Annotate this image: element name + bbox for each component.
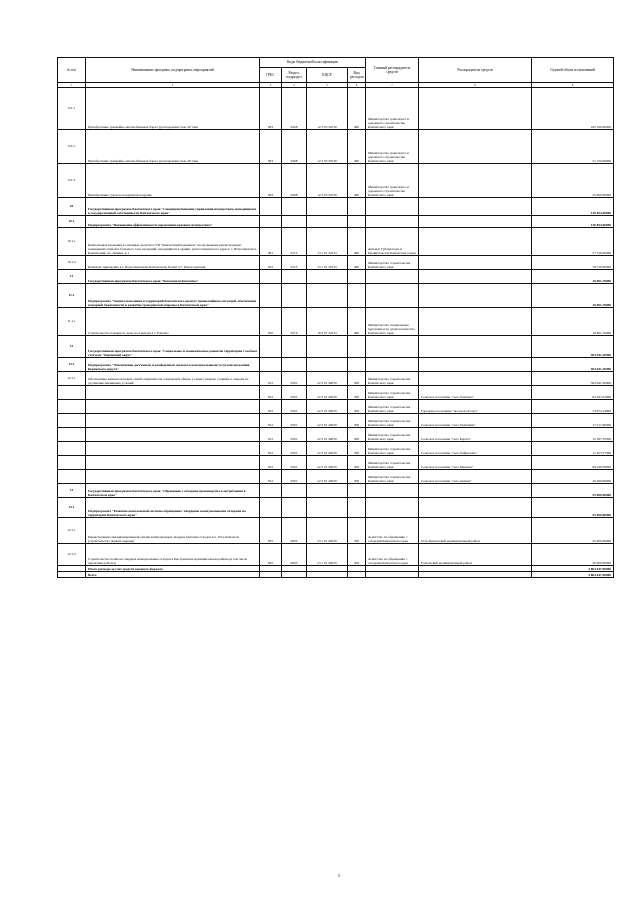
- row-grbs: [260, 484, 282, 498]
- row-main-manager: Министерство транспорта и дорожного строительства Камчатского края: [366, 88, 419, 130]
- row-grbs: 812: [260, 442, 282, 456]
- row-manager: [419, 130, 532, 164]
- row-number: [58, 386, 86, 400]
- row-vr: 500: [348, 442, 366, 456]
- row-razdel: [282, 572, 307, 578]
- row-main-manager: [366, 336, 419, 358]
- row-main-manager: Министерство транспорта и дорожного строительства Камчатского края: [366, 164, 419, 198]
- table-row: [58, 484, 614, 498]
- row-number: 10.1: [58, 216, 86, 228]
- row-name: Приобретение трамвайно-автомобильных барж грузоподъемностью 20 тонн: [86, 130, 260, 164]
- table-row: [58, 400, 614, 414]
- column-number: 2: [86, 83, 260, 88]
- row-name: [86, 400, 260, 414]
- row-name: Обеспечение жильем молодых семей специалистов социальной сферы, а также граждан, стоящих в очереди на улучшение жилищных условий: [86, 372, 260, 386]
- row-main-manager: [366, 216, 419, 228]
- row-amount: 21 150,00000: [532, 130, 614, 164]
- table-row: [58, 498, 614, 518]
- table-row: [58, 336, 614, 358]
- row-main-manager: Министерство строительства Камчатского края: [366, 256, 419, 270]
- table-row: [58, 544, 614, 566]
- row-manager: [419, 358, 532, 372]
- row-razdel: 0501: [282, 456, 307, 470]
- row-amount: 11 453,77300: [532, 442, 614, 456]
- row-manager: [419, 88, 532, 130]
- row-razdel: 0408: [282, 164, 307, 198]
- row-vr: 500: [348, 518, 366, 544]
- row-manager: [419, 164, 532, 198]
- column-number: 8: [419, 83, 532, 88]
- row-ksr: 23 1 01 40070: [307, 544, 348, 566]
- row-name: [86, 428, 260, 442]
- row-manager: Сельское поселение "село Тиличики": [419, 414, 532, 428]
- row-ksr: 22 3 01 40070: [307, 470, 348, 484]
- row-vr: 500: [348, 470, 366, 484]
- row-number: 13: [58, 484, 86, 498]
- row-main-manager: Министерство строительства Камчатского края: [366, 442, 419, 456]
- row-manager: [419, 228, 532, 256]
- row-name: Подпрограмма "Обеспечение доступным и комфортным жильем и коммунальными услугами населения Корякского округа": [86, 358, 260, 372]
- row-main-manager: Министерство строительства Камчатского края: [366, 414, 419, 428]
- row-manager: Сельское поселение "село Карага": [419, 428, 532, 442]
- row-ksr: 22 3 01 40070: [307, 442, 348, 456]
- row-vr: 500: [348, 428, 366, 442]
- row-amount: 57 516,00000: [532, 228, 614, 256]
- table-row: [58, 130, 614, 164]
- row-vr: 500: [348, 372, 366, 386]
- row-main-manager: Министерство строительства Камчатского края: [366, 372, 419, 386]
- row-number: 12: [58, 336, 86, 358]
- row-razdel: 0501: [282, 386, 307, 400]
- row-ksr: 22 3 01 40070: [307, 386, 348, 400]
- row-number: 10.1.1: [58, 228, 86, 256]
- row-vr: 400: [348, 130, 366, 164]
- row-grbs: 833: [260, 164, 282, 198]
- row-vr: 500: [348, 544, 366, 566]
- row-number: 9.2.3: [58, 164, 86, 198]
- row-name: [86, 386, 260, 400]
- row-name: Подпрограмма "Повышение эффективности управления краевым имуществом": [86, 216, 260, 228]
- row-vr: [348, 572, 366, 578]
- table-row: [58, 572, 614, 578]
- row-grbs: 810: [260, 308, 282, 336]
- row-name: Приобретение трамвайно-автомобильных барж грузоподъемностью 40 тонн: [86, 88, 260, 130]
- table-row: [58, 308, 614, 336]
- table-row: [58, 456, 614, 470]
- table-row: [58, 442, 614, 456]
- row-manager: [419, 270, 532, 284]
- row-number: 10.1.2: [58, 256, 86, 270]
- row-amount: 100 100,00000: [532, 88, 614, 130]
- row-ksr: 12 3 03 30130: [307, 164, 348, 198]
- row-name: [86, 456, 260, 470]
- row-main-manager: Министерство строительства Камчатского края: [366, 470, 419, 484]
- column-number: 5: [307, 83, 348, 88]
- row-grbs: [260, 216, 282, 228]
- row-main-manager: Министерство строительства Камчатского края: [366, 386, 419, 400]
- table-row: [58, 414, 614, 428]
- row-ksr: [307, 484, 348, 498]
- header-main-manager: Главный распорядитель средств: [366, 58, 419, 83]
- row-razdel: 0408: [282, 130, 307, 164]
- row-amount: 16 801,79000: [532, 308, 614, 336]
- row-grbs: 812: [260, 372, 282, 386]
- header-codes: Коды бюджетной классификации: [260, 58, 366, 68]
- row-name: Подпрограмма "Защита населения и территорий Камчатского края от чрезвычайных ситуаций, обеспечение пожарной безопасности и развитие гражданской обороны в Камчатском крае": [86, 284, 260, 308]
- table-row: [58, 270, 614, 284]
- column-number: 9: [532, 83, 614, 88]
- row-name: [86, 414, 260, 428]
- header-ksr: КЦСР: [307, 68, 348, 83]
- row-razdel: 0113: [282, 228, 307, 256]
- table-row: [58, 386, 614, 400]
- row-number: [58, 414, 86, 428]
- column-number: 4: [282, 83, 307, 88]
- row-vr: [348, 358, 366, 372]
- row-vr: 400: [348, 88, 366, 130]
- row-number: [58, 572, 86, 578]
- row-amount: 304 941,20900: [532, 372, 614, 386]
- row-main-manager: Агентство по обращению с отходами Камчатского края: [366, 544, 419, 566]
- row-number: [58, 456, 86, 470]
- column-number: 1: [58, 83, 86, 88]
- table-row: [58, 256, 614, 270]
- row-name: Комплекс приюдских в г. Петропавловске-Камчатском. Блоки 3,7. Реконструкция: [86, 256, 260, 270]
- row-ksr: 22 3 01 40070: [307, 428, 348, 442]
- row-amount: 78 516,00000: [532, 256, 614, 270]
- row-ksr: [307, 198, 348, 216]
- row-vr: 400: [348, 228, 366, 256]
- table-row: [58, 88, 614, 130]
- row-razdel: 0501: [282, 442, 307, 456]
- row-manager: Усть-Камчатский муниципальный район: [419, 518, 532, 544]
- row-amount: 12 367,53300: [532, 428, 614, 442]
- row-amount: 35 000,00000: [532, 518, 614, 544]
- row-grbs: 801: [260, 228, 282, 256]
- row-razdel: [282, 270, 307, 284]
- row-name: Государственная программа Камчатского края "Обращение с отходами производства и потребления в Камчатском крае": [86, 484, 260, 498]
- row-number: 11.1.1: [58, 308, 86, 336]
- row-grbs: 833: [260, 88, 282, 130]
- row-grbs: [260, 572, 282, 578]
- row-number: [58, 442, 86, 456]
- row-razdel: 0501: [282, 428, 307, 442]
- row-name: Всего: [86, 572, 260, 578]
- row-name: [86, 470, 260, 484]
- table-row: [58, 428, 614, 442]
- row-name: Реконструкция санкционированной свалки коммунальных твердых бытовых отходов в п. Усть-Камчатск (строительство первой очереди): [86, 518, 260, 544]
- row-manager: [419, 308, 532, 336]
- row-amount: 25 000,00000: [532, 164, 614, 198]
- row-number: 13.1: [58, 498, 86, 518]
- row-razdel: [282, 284, 307, 308]
- row-razdel: 0113: [282, 256, 307, 270]
- row-grbs: [260, 498, 282, 518]
- row-amount: 62 297,01900: [532, 386, 614, 400]
- row-vr: [348, 216, 366, 228]
- row-amount: 136 854,00000: [532, 198, 614, 216]
- page-number: 5: [338, 873, 340, 878]
- row-manager: [419, 372, 532, 386]
- row-number: 12.1.1: [58, 372, 86, 386]
- row-amount: 136 854,00000: [532, 216, 614, 228]
- row-manager: Сельское поселение "село Анапка": [419, 470, 532, 484]
- row-grbs: 812: [260, 256, 282, 270]
- row-vr: [348, 284, 366, 308]
- row-manager: [419, 572, 532, 578]
- budget-table: [57, 57, 614, 578]
- row-razdel: [282, 358, 307, 372]
- row-ksr: [307, 572, 348, 578]
- row-name: Государственная программа Камчатского края "Социальное и экономическое развитие территории с особым статусом "Корякский округ": [86, 336, 260, 358]
- row-number: 10: [58, 198, 86, 216]
- row-main-manager: [366, 284, 419, 308]
- row-ksr: [307, 498, 348, 518]
- header-name: Наименование программ, подпрограмм, мероприятий: [86, 58, 260, 83]
- header-no: № п/п: [58, 58, 86, 83]
- header-razdel: Раздел, подраздел: [282, 68, 307, 83]
- row-ksr: 13 1 01 30133: [307, 256, 348, 270]
- row-ksr: 16 2 07 30133: [307, 308, 348, 336]
- row-ksr: [307, 216, 348, 228]
- row-main-manager: [366, 358, 419, 372]
- row-name: Итого расходы за счет средств краевого бюджета: [86, 566, 260, 572]
- row-vr: [348, 498, 366, 518]
- row-ksr: [307, 270, 348, 284]
- row-amount: 55 000,00000: [532, 498, 614, 518]
- row-vr: 400: [348, 164, 366, 198]
- row-manager: [419, 198, 532, 216]
- header-amount: Годовой объем ассигнований: [532, 58, 614, 83]
- row-vr: [348, 336, 366, 358]
- row-vr: 500: [348, 400, 366, 414]
- row-manager: Елизовский муниципальный район: [419, 544, 532, 566]
- row-main-manager: Министерство специальных программ и по делам казачества Камчатского края: [366, 308, 419, 336]
- table-row: [58, 518, 614, 544]
- row-amount: 16 801,79000: [532, 270, 614, 284]
- row-ksr: 22 3 01 40070: [307, 456, 348, 470]
- row-amount: 74 672,23900: [532, 400, 614, 414]
- row-number: [58, 428, 86, 442]
- row-grbs: 812: [260, 386, 282, 400]
- row-razdel: [282, 498, 307, 518]
- row-razdel: [282, 216, 307, 228]
- row-vr: [348, 198, 366, 216]
- row-main-manager: Министерство строительства Камчатского края: [366, 400, 419, 414]
- row-manager: [419, 498, 532, 518]
- row-razdel: [282, 484, 307, 498]
- row-vr: 500: [348, 386, 366, 400]
- row-grbs: 835: [260, 518, 282, 544]
- row-main-manager: [366, 270, 419, 284]
- row-main-manager: [366, 572, 419, 578]
- row-amount: 304 941,20900: [532, 336, 614, 358]
- row-grbs: 812: [260, 400, 282, 414]
- table-row: [58, 228, 614, 256]
- row-grbs: [260, 198, 282, 216]
- row-manager: [419, 216, 532, 228]
- row-ksr: [307, 358, 348, 372]
- row-vr: 400: [348, 256, 366, 270]
- row-ksr: [307, 284, 348, 308]
- row-manager: Сельское поселение "село Манилы": [419, 456, 532, 470]
- row-amount: 4 804 647,90000: [532, 572, 614, 578]
- row-name: Приобретение судов на воздушной подушке: [86, 164, 260, 198]
- row-number: 11: [58, 270, 86, 284]
- row-ksr: 12 3 03 30130: [307, 130, 348, 164]
- row-razdel: 0501: [282, 400, 307, 414]
- row-number: 9.2.1: [58, 88, 86, 130]
- row-main-manager: [366, 484, 419, 498]
- row-main-manager: Аппарат Губернатора и Правительства Камчатского края: [366, 228, 419, 256]
- row-grbs: 812: [260, 456, 282, 470]
- table-row: [58, 284, 614, 308]
- row-razdel: 0408: [282, 88, 307, 130]
- row-manager: Сельское поселение "село Хаилино": [419, 386, 532, 400]
- row-grbs: 812: [260, 470, 282, 484]
- row-main-manager: Министерство транспорта и дорожного строительства Камчатского края: [366, 130, 419, 164]
- row-amount: 30 499,00000: [532, 470, 614, 484]
- row-amount: 16 801,79000: [532, 284, 614, 308]
- row-grbs: 812: [260, 428, 282, 442]
- row-manager: [419, 284, 532, 308]
- table-row: [58, 198, 614, 216]
- row-main-manager: [366, 198, 419, 216]
- row-name: Строительство полигона твердых коммунальных отходов в Быстринском муниципальном районе (в том числе проектные работы): [86, 544, 260, 566]
- row-name: Строительство пожарного депо на 2 выезда в г. Елизово: [86, 308, 260, 336]
- row-grbs: [260, 270, 282, 284]
- table-row: [58, 470, 614, 484]
- row-number: 11.1: [58, 284, 86, 308]
- table-row: [58, 164, 614, 198]
- row-number: [58, 470, 86, 484]
- row-amount: 4 804 647,90000: [532, 566, 614, 572]
- row-grbs: 835: [260, 544, 282, 566]
- row-main-manager: Агентство по обращению с отходами Камчатского края: [366, 518, 419, 544]
- row-ksr: [307, 336, 348, 358]
- column-number: 6: [348, 83, 366, 88]
- row-number: 12.1: [58, 358, 86, 372]
- row-number: 13.1.2: [58, 544, 86, 566]
- header-manager: Распорядитель средств: [419, 58, 532, 83]
- row-razdel: 0605: [282, 518, 307, 544]
- row-vr: 500: [348, 456, 366, 470]
- row-main-manager: Министерство строительства Камчатского края: [366, 428, 419, 442]
- row-vr: [348, 484, 366, 498]
- row-main-manager: Министерство строительства Камчатского края: [366, 456, 419, 470]
- table-row: [58, 216, 614, 228]
- row-amount: 20 000,00000: [532, 544, 614, 566]
- row-name: Государственная программа Камчатского края "Совершенствование управления имуществом, находящимся в государственной собственности Камчатского края": [86, 198, 260, 216]
- row-ksr: 12 3 03 30130: [307, 88, 348, 130]
- row-name: [86, 442, 260, 456]
- row-manager: [419, 336, 532, 358]
- row-razdel: 0501: [282, 372, 307, 386]
- row-main-manager: [366, 498, 419, 518]
- column-number: 3: [260, 83, 282, 88]
- row-razdel: 0501: [282, 414, 307, 428]
- row-grbs: 833: [260, 130, 282, 164]
- row-razdel: [282, 198, 307, 216]
- row-name: Государственная программа Камчатского края "Безопасная Камчатка": [86, 270, 260, 284]
- column-number: 7: [366, 83, 419, 88]
- row-ksr: 23 1 01 40070: [307, 518, 348, 544]
- row-manager: Сельское поселение "село Хайрюзово": [419, 442, 532, 456]
- table-row: [58, 372, 614, 386]
- row-razdel: 0605: [282, 544, 307, 566]
- row-manager: [419, 484, 532, 498]
- row-grbs: [260, 358, 282, 372]
- row-vr: [348, 270, 366, 284]
- row-amount: 96 046,39000: [532, 456, 614, 470]
- row-number: 13.1.1: [58, 518, 86, 544]
- row-grbs: [260, 284, 282, 308]
- row-razdel: 0310: [282, 308, 307, 336]
- row-name: Подпрограмма "Развитие комплексной системы обращения с твердыми коммунальными отходами на территории Камчатского края": [86, 498, 260, 518]
- table-row: [58, 358, 614, 372]
- row-razdel: 0501: [282, 470, 307, 484]
- row-vr: 500: [348, 414, 366, 428]
- row-amount: 17 217,99300: [532, 414, 614, 428]
- header-grbs: ГРБС: [260, 68, 282, 83]
- row-manager: [419, 256, 532, 270]
- row-number: [58, 400, 86, 414]
- row-razdel: [282, 336, 307, 358]
- row-grbs: [260, 336, 282, 358]
- row-number: 9.2.2: [58, 130, 86, 164]
- row-amount: 55 000,00000: [532, 484, 614, 498]
- row-vr: 400: [348, 308, 366, 336]
- row-name: Капитальные вложения в основные средства ГУП "Камчатский водоканал" на проведение реконструкции помещений сетевой и большого зала заседаний, находящихся в здании, расположенном по адресу: г. Петропавловск-Камчатский, пл. Ленина, д.1: [86, 228, 260, 256]
- row-amount: 304 941,20900: [532, 358, 614, 372]
- row-grbs: 812: [260, 414, 282, 428]
- row-ksr: 13 1 01 30133: [307, 228, 348, 256]
- row-ksr: 22 3 01 40070: [307, 372, 348, 386]
- row-ksr: 22 3 01 40070: [307, 414, 348, 428]
- header-vr: Вид расходов: [348, 68, 366, 83]
- row-manager: Городское поселение "поселок Оссора": [419, 400, 532, 414]
- row-ksr: 22 3 01 40070: [307, 400, 348, 414]
